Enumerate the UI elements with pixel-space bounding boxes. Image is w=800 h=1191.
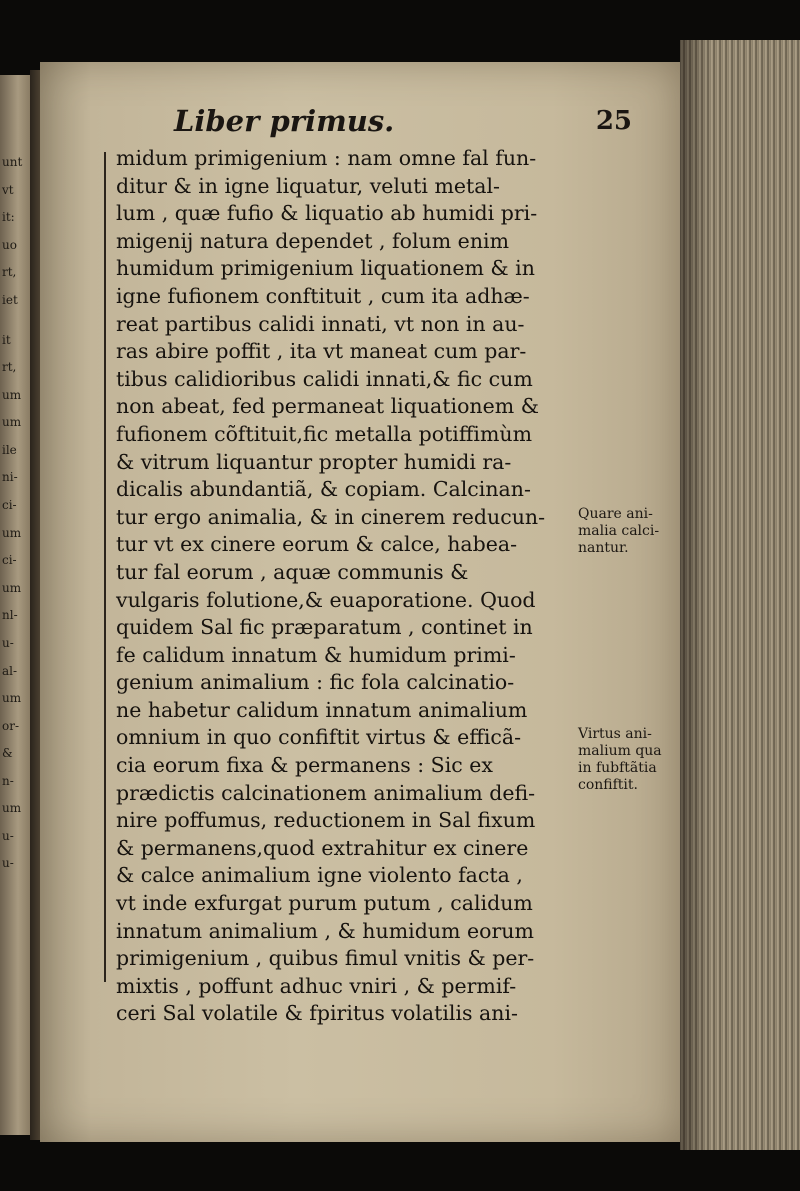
- text-line: midum primigenium : nam omne fal fun-: [116, 146, 537, 170]
- text-line: cia eorum fixa & permanens : Sic ex: [116, 753, 493, 778]
- margin-note-line: Quare ani-: [578, 506, 653, 522]
- text-line: humidum primigenium liquationem & in: [116, 256, 535, 281]
- text-line: lum , quæ fufio & liquatio ab humidi pri-: [116, 201, 538, 226]
- text-line: nire poffumus, reductionem in Sal fixum: [116, 808, 536, 833]
- previous-page-fragment: um: [2, 801, 22, 815]
- previous-page-fragment: or-: [2, 719, 20, 733]
- text-line: tur vt ex cinere eorum & calce, habea-: [116, 532, 518, 557]
- text-line: fufionem cõftituit,fic metalla potiffimùm: [116, 421, 533, 446]
- margin-note-line: malium qua: [578, 743, 662, 759]
- text-line: prædictis calcinationem animalium defi-: [116, 780, 536, 805]
- previous-page-fragment: it:: [2, 210, 15, 224]
- text-line: ne habetur calidum innatum animalium: [116, 697, 528, 722]
- text-line: omnium in quo confiftit virtus & efficã-: [116, 725, 522, 750]
- previous-page-fragment: um: [2, 415, 22, 429]
- previous-page-fragment: vt: [2, 183, 14, 197]
- text-line: quidem Sal fic præparatum , continet in: [116, 615, 533, 640]
- margin-note-line: malia calci-: [578, 523, 660, 539]
- margin-note-line: nantur.: [578, 540, 629, 556]
- text-line: & calce animalium igne violento facta ,: [116, 863, 523, 888]
- text-line: genium animalium : fic fola calcinatio-: [116, 670, 515, 695]
- text-line: mixtis , poffunt adhuc vniri , & permif-: [116, 973, 517, 998]
- text-line: ditur & in igne liquatur, veluti metal-: [116, 173, 500, 198]
- previous-page-fragment: ci-: [2, 498, 17, 512]
- text-line: dicalis abundantiã, & copiam. Calcinan-: [116, 477, 531, 502]
- previous-page-fragment: rt,: [2, 265, 17, 279]
- margin-note-line: in fubftãtia: [578, 760, 657, 776]
- previous-page-fragment: u-: [2, 636, 14, 650]
- text-line: & permanens,quod extrahitur ex cinere: [116, 835, 529, 860]
- previous-page-fragment: um: [2, 581, 22, 595]
- previous-page-fragment: ni-: [2, 470, 18, 484]
- previous-page-fragment: u-: [2, 829, 14, 843]
- text-line: innatum animalium , & humidum eorum: [116, 918, 534, 943]
- body-text: [116, 145, 676, 1028]
- previous-page-fragment: um: [2, 691, 22, 705]
- margin-note-line: Virtus ani-: [578, 726, 652, 742]
- previous-page-fragment: &: [2, 746, 13, 760]
- text-line: migenij natura dependet , folum enim: [116, 228, 510, 253]
- previous-page-fragment: it: [2, 333, 11, 347]
- previous-page-fragment: n-: [2, 774, 14, 788]
- text-line: ceri Sal volatile & fpiritus volatilis ani-: [116, 1001, 518, 1026]
- text-line: tur ergo animalia, & in cinerem reducun-: [116, 504, 546, 529]
- page-number: 25: [595, 106, 632, 136]
- text-line: primigenium , quibus fimul vnitis & per-: [116, 946, 535, 971]
- margin-rule: [104, 152, 106, 982]
- text-line: & vitrum liquantur propter humidi ra-: [116, 449, 512, 474]
- previous-page-fragment: uo: [2, 238, 17, 252]
- previous-page-fragment: um: [2, 388, 22, 402]
- page-header: [160, 104, 640, 144]
- book-gutter: [30, 70, 40, 1140]
- previous-page-fragment: u-: [2, 856, 14, 870]
- text-line: reat partibus calidi innati, vt non in au-: [116, 311, 525, 336]
- previous-page-fragment: nl-: [2, 608, 18, 622]
- previous-page-edge: [0, 75, 30, 1135]
- previous-page-fragment: rt,: [2, 360, 17, 374]
- margin-note-line: confiftit.: [578, 777, 638, 793]
- text-line: igne fufionem conftituit , cum ita adhæ-: [116, 283, 530, 308]
- text-line: fe calidum innatum & humidum primi-: [116, 642, 516, 667]
- previous-page-fragment: ci-: [2, 553, 17, 567]
- text-line: ras abire poffit , ita vt maneat cum par-: [116, 339, 527, 364]
- previous-page-fragment: unt: [2, 155, 23, 169]
- previous-page-fragment: al-: [2, 664, 18, 678]
- text-line: tur fal eorum , aquæ communis &: [116, 559, 469, 584]
- book-page: [40, 62, 680, 1142]
- page-shadow: [680, 40, 710, 1150]
- text-line: vt inde exfurgat purum putum , calidum: [116, 891, 533, 916]
- running-head: Liber primus.: [174, 104, 395, 138]
- previous-page-fragment: ile: [2, 443, 17, 457]
- margin-note-quare-animalia: [578, 506, 688, 557]
- text-line: vulgaris folutione,& euaporatione. Quod: [116, 587, 536, 612]
- previous-page-fragment: iet: [2, 293, 18, 307]
- previous-page-fragment: um: [2, 526, 22, 540]
- text-line: tibus calidioribus calidi innati,& fic cum: [116, 366, 533, 391]
- text-line: non abeat, fed permaneat liquationem &: [116, 394, 539, 419]
- margin-note-virtus-animalium: [578, 726, 688, 794]
